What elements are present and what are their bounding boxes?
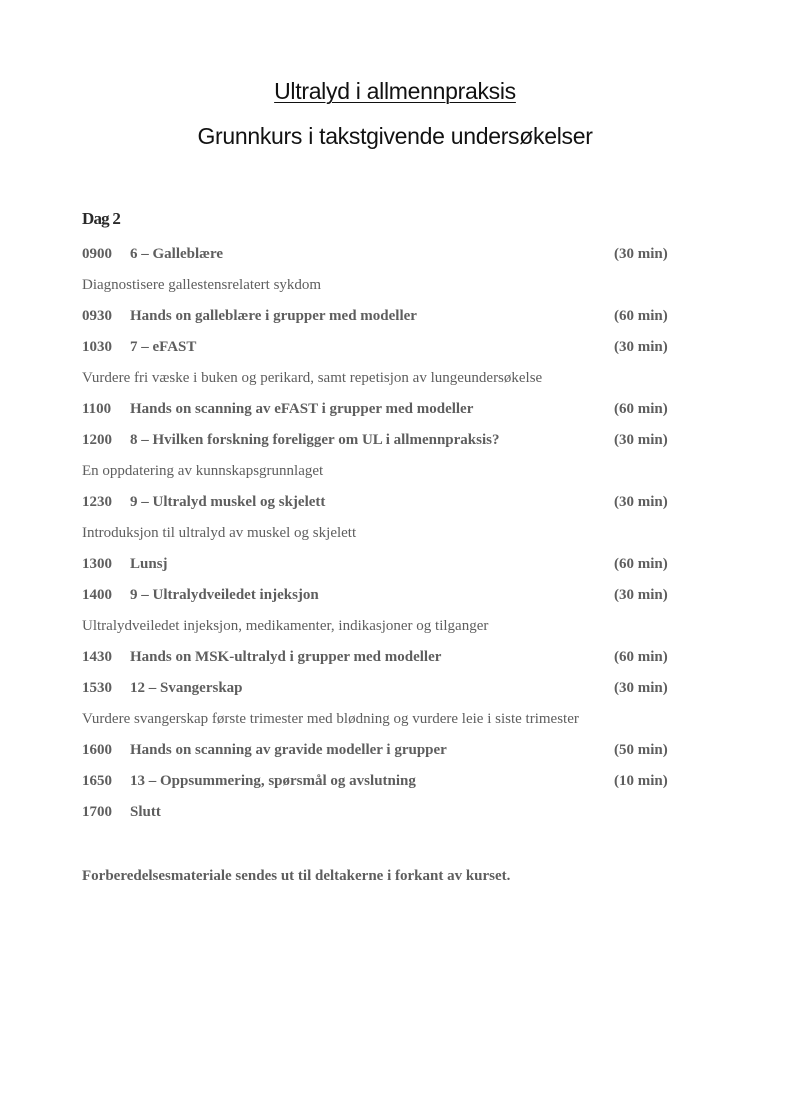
schedule-description-row	[82, 368, 682, 399]
schedule-session-row	[82, 244, 682, 275]
session-time: 1700	[82, 804, 112, 820]
session-description: Diagnostisere gallestensrelatert sykdom	[82, 277, 322, 293]
session-title: Hands on scanning av gravide modeller i grupper	[130, 742, 447, 758]
footer-note: Forberedelsesmateriale sendes ut til deltakerne i forkant av kurset.	[82, 868, 511, 884]
session-time: 1200	[82, 432, 112, 448]
schedule-session-row	[82, 678, 682, 709]
session-time: 1400	[82, 587, 112, 603]
schedule-session-row	[82, 306, 682, 337]
session-time: 0900	[82, 246, 112, 262]
session-description: Ultralydveiledet injeksjon, medikamenter, indikasjoner og tilganger	[82, 618, 489, 634]
session-time: 1030	[82, 339, 112, 355]
schedule-description-row	[82, 275, 682, 306]
session-title: 7 – eFAST	[130, 339, 197, 355]
session-title: Hands on MSK-ultralyd i grupper med modeller	[130, 649, 442, 665]
session-time: 1430	[82, 649, 112, 665]
session-time: 1600	[82, 742, 112, 758]
session-description: Vurdere fri væske i buken og perikard, samt repetisjon av lungeundersøkelse	[82, 370, 543, 386]
session-title: 13 – Oppsummering, spørsmål og avslutning	[130, 773, 416, 789]
session-duration: (60 min)	[614, 556, 668, 572]
session-duration: (30 min)	[614, 246, 668, 262]
schedule-session-row	[82, 399, 682, 430]
session-duration: (30 min)	[614, 587, 668, 603]
schedule-session-row	[82, 430, 682, 461]
schedule-session-row	[82, 647, 682, 678]
session-duration: (60 min)	[614, 308, 668, 324]
session-duration: (60 min)	[614, 649, 668, 665]
session-description: Vurdere svangerskap første trimester med blødning og vurdere leie i siste trimester	[82, 711, 579, 727]
session-time: 1300	[82, 556, 112, 572]
session-title: 8 – Hvilken forskning foreligger om UL i allmennpraksis?	[130, 432, 500, 448]
session-title: 9 – Ultralydveiledet injeksjon	[130, 587, 319, 603]
session-duration: (10 min)	[614, 773, 668, 789]
session-duration: (30 min)	[614, 339, 668, 355]
session-duration: (30 min)	[614, 494, 668, 510]
schedule-session-row	[82, 740, 682, 771]
schedule-session-row	[82, 802, 682, 833]
session-time: 0930	[82, 308, 112, 324]
schedule-list	[82, 244, 682, 833]
schedule-session-row	[82, 554, 682, 585]
schedule-description-row	[82, 523, 682, 554]
session-time: 1100	[82, 401, 112, 417]
session-duration: (50 min)	[614, 742, 668, 758]
schedule-session-row	[82, 337, 682, 368]
session-duration: (30 min)	[614, 432, 668, 448]
schedule-session-row	[82, 585, 682, 616]
session-duration: (30 min)	[614, 680, 668, 696]
schedule-description-row	[82, 709, 682, 740]
session-title: 12 – Svangerskap	[130, 680, 243, 696]
session-title: Hands on galleblære i grupper med modeller	[130, 308, 417, 324]
schedule-session-row	[82, 771, 682, 802]
session-duration: (60 min)	[614, 401, 668, 417]
session-title: 9 – Ultralyd muskel og skjelett	[130, 494, 326, 510]
schedule-description-row	[82, 616, 682, 647]
session-title: Hands on scanning av eFAST i grupper med modeller	[130, 401, 474, 417]
schedule-session-row	[82, 492, 682, 523]
session-description: En oppdatering av kunnskapsgrunnlaget	[82, 463, 324, 479]
schedule-description-row	[82, 461, 682, 492]
page-subtitle: Grunnkurs i takstgivende undersøkelser	[197, 123, 593, 149]
session-title: Lunsj	[130, 556, 168, 572]
session-title: Slutt	[130, 804, 161, 820]
day-heading: Dag 2	[82, 209, 121, 228]
session-description: Introduksjon til ultralyd av muskel og skjelett	[82, 525, 357, 541]
session-time: 1230	[82, 494, 112, 510]
session-time: 1530	[82, 680, 112, 696]
session-title: 6 – Galleblære	[130, 246, 224, 262]
session-time: 1650	[82, 773, 112, 789]
page-title: Ultralyd i allmennpraksis	[274, 78, 516, 104]
